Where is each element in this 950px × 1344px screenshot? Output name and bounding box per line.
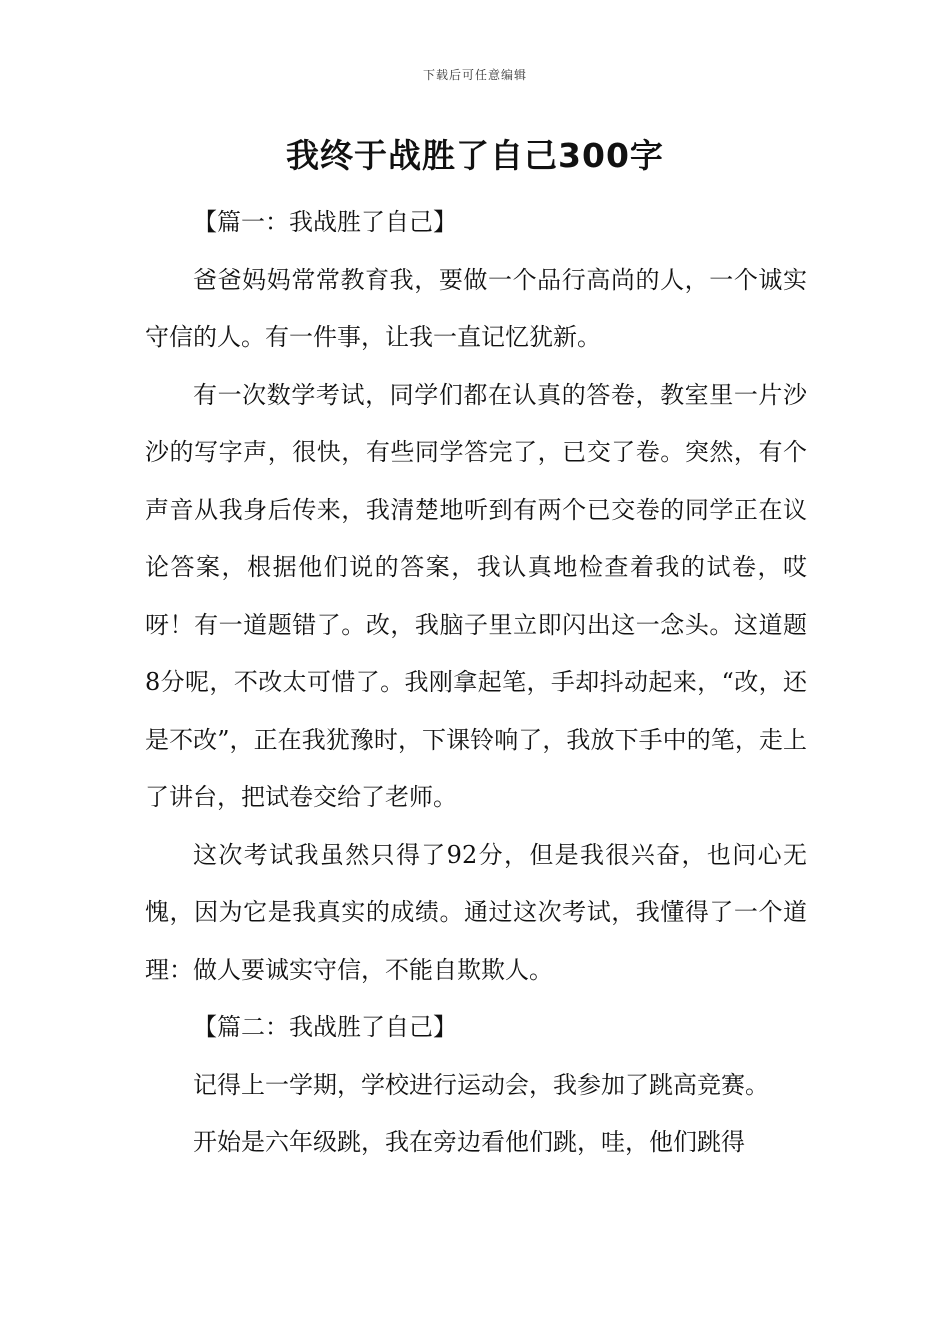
header-note: 下载后可任意编辑 [422, 68, 527, 82]
paragraph: 有一次数学考试，同学们都在认真的答卷，教室里一片沙沙的写字声，很快，有些同学答完了，已交了卷。突然，有个声音从我身后传来，我清楚地听到有两个已交卷的同学正在议论答案，根据他们说的答案，我认真地检查着我的试卷，哎呀！有一道题错了。改，我脑子里立即闪出这一念头。这道题8分呢，不改太可惜了。我刚拿起笔，手却抖动起来，“改，还是不改”，正在我犹豫时，下课铃响了，我放下手中的笔，走上了讲台，把试卷交给了老师。 [145, 380, 807, 811]
paragraph: 这次考试我虽然只得了92分，但是我很兴奋，也问心无愧，因为它是我真实的成绩。通过这次考试，我懂得了一个道理：做人要诚实守信，不能自欺欺人。 [145, 840, 807, 984]
section-heading-1: 【篇一：我战胜了自己】 [193, 208, 457, 236]
paragraph: 爸爸妈妈常常教育我，要做一个品行高尚的人，一个诚实守信的人。有一件事，让我一直记忆犹新。 [145, 265, 807, 351]
document-title: 我终于战胜了自己300字 [286, 136, 664, 175]
paragraph: 开始是六年级跳，我在旁边看他们跳，哇，他们跳得 [193, 1128, 745, 1156]
document-body [145, 194, 807, 1172]
paragraph: 记得上一学期，学校进行运动会，我参加了跳高竞赛。 [193, 1070, 769, 1099]
section-heading-2: 【篇二：我战胜了自己】 [193, 1013, 457, 1041]
